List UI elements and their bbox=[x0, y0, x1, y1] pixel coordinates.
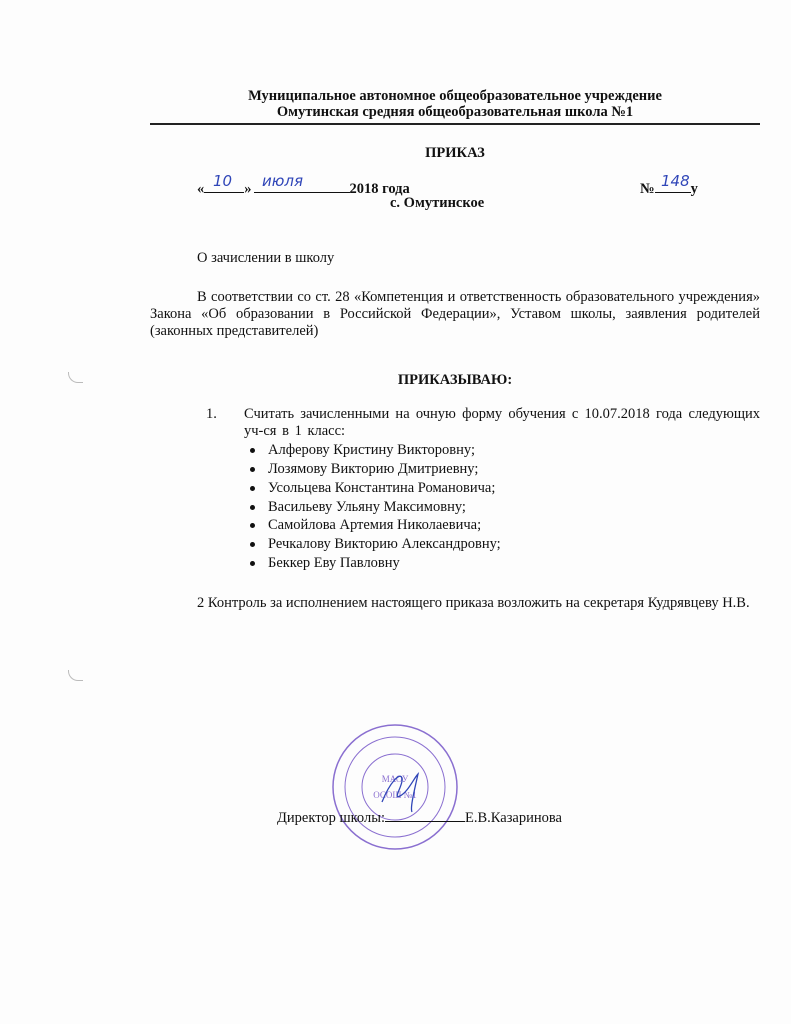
svg-text:МАОУ: МАОУ bbox=[381, 774, 409, 784]
order-word: ПРИКАЗЫВАЮ: bbox=[397, 372, 513, 388]
official-stamp bbox=[330, 722, 460, 852]
year: 2018 года bbox=[349, 181, 410, 197]
quote-close: » bbox=[244, 181, 252, 197]
place bbox=[150, 195, 760, 212]
number-sign: № bbox=[640, 181, 655, 197]
handwritten-day: 10 bbox=[213, 172, 233, 190]
signature-line bbox=[277, 807, 562, 827]
scan-mark bbox=[68, 372, 83, 383]
place-text: с. Омутинское bbox=[390, 195, 485, 211]
subject: О зачислении в школу bbox=[197, 250, 335, 266]
item1-number: 1. bbox=[206, 406, 217, 422]
scan-mark bbox=[68, 670, 83, 681]
document-title: ПРИКАЗ bbox=[425, 145, 485, 161]
quote-open: « bbox=[197, 181, 205, 197]
school-name-line2: Омутинская средняя общеобразовательная школа №1 bbox=[276, 104, 634, 120]
item1-text: Считать зачисленными на очную форму обучения с 10.07.2018 года следующих уч-ся в 1 класс: bbox=[244, 406, 760, 439]
svg-text:ОСОШ №1: ОСОШ №1 bbox=[373, 790, 417, 800]
item2: 2 Контроль за исполнением настоящего приказа возложить на секретаря Кудрявцеву Н.В. bbox=[197, 595, 750, 611]
signature-blank bbox=[385, 807, 465, 822]
number-suffix: у bbox=[690, 181, 698, 197]
signature-name: Е.В.Казаринова bbox=[465, 810, 562, 826]
handwritten-month: июля bbox=[262, 172, 303, 190]
signature-label: Директор школы: bbox=[277, 810, 385, 826]
header-rule bbox=[150, 123, 760, 125]
handwritten-number: 148 bbox=[661, 172, 690, 190]
preamble: В соответствии со ст. 28 «Компетенция и ответственность образовательного учреждения» Закона «Об образовании в Российской Федерации», Уставом школы, заявления родителей (законных представителей) bbox=[150, 289, 760, 339]
stamp-outer-ring bbox=[333, 725, 457, 849]
school-name-line1: Муниципальное автономное общеобразовательное учреждение bbox=[248, 88, 662, 104]
